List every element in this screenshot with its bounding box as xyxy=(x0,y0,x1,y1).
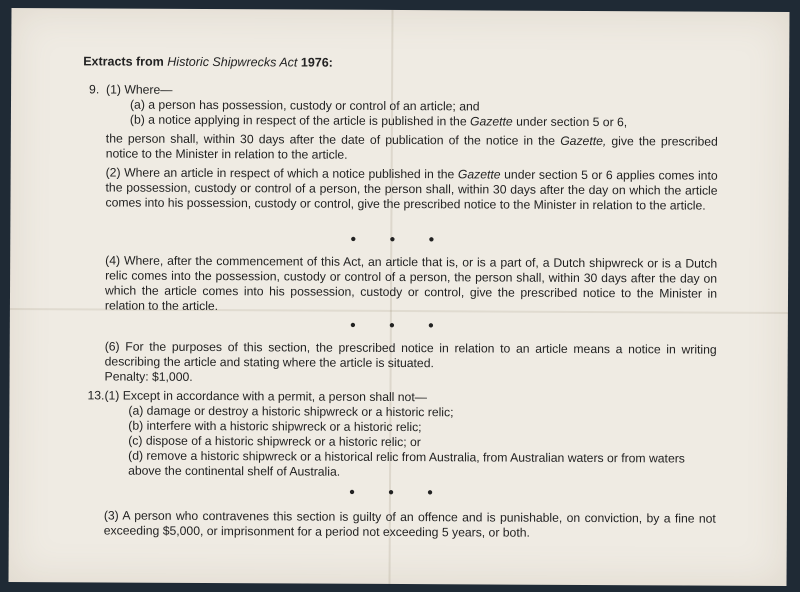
section-13-1-c: (c) dispose of a historic shipwreck or a historic relic; or xyxy=(128,433,421,450)
section-9-penalty: Penalty: $1,000. xyxy=(104,369,193,384)
section-9-number: 9. xyxy=(89,82,100,97)
section-9-1-a: (a) a person has possession, custody or control of an article; and xyxy=(129,97,480,114)
s9c-pre: the person shall, within 30 days after the date of publication of the notice in the xyxy=(105,131,561,148)
section-13-3: (3) A person who contravenes this section is guilty of an offence and is punishable, on conviction, by a fine not exceeding $5,000, or imprisonment for a period not exceeding 5 years, or both. xyxy=(103,508,716,540)
separator-dots: ●●● xyxy=(348,486,467,499)
section-9-1-heading: (1) Where— xyxy=(106,82,173,97)
s9p2-post: under section 5 or 6 applies comes into the possession, custody or control of a person, the person shall, within 30 days after the day on which the article comes into his possession, custody or control, give the prescribed notice to the Minister in relation to the article. xyxy=(105,167,718,213)
section-13-1-heading: (1) Except in accordance with a permit, a person shall not— xyxy=(104,388,427,405)
s9c-gazette: Gazette, xyxy=(560,133,607,149)
title-year: 1976: xyxy=(297,55,333,70)
separator-dots: ●●● xyxy=(350,233,468,246)
section-13-1-a: (a) damage or destroy a historic shipwreck or a historic relic; xyxy=(128,403,454,420)
section-13-1-b: (b) interfere with a historic shipwreck or a historic relic; xyxy=(128,418,422,435)
section-9-4: (4) Where, after the commencement of this Act, an article that is, or is a part of, a Dutch shipwreck or is a Dutch relic comes into the possession, custody or control of a person, the person shall, within 30 days after the day on which the article comes into his possession, custody or control, give the prescribed notice to the Minister in relation to the article. xyxy=(104,253,718,314)
section-9-2 xyxy=(105,165,717,213)
title-act-name: Historic Shipwrecks Act xyxy=(167,54,298,70)
section-9-6: (6) For the purposes of this section, the prescribed notice in relation to an article means a notice in writing describing the article and stating where the article is situated. xyxy=(104,339,717,371)
s9p2-gazette: Gazette xyxy=(457,167,501,182)
s9b-post: under section 5 or 6, xyxy=(512,114,628,130)
section-9-1-continuation xyxy=(106,131,718,164)
document-text xyxy=(9,8,790,586)
section-9-1-b xyxy=(130,113,720,131)
title-prefix: Extracts from xyxy=(83,54,168,69)
section-13-1-d: (d) remove a historic shipwreck or a historical relic from Australia, from Australian waters or from waters above the continental shelf of Australia. xyxy=(128,448,685,479)
s9c-post: give the prescribed notice to the Minister in relation to the article. xyxy=(105,134,718,162)
document-title xyxy=(83,54,333,70)
s9b-gazette: Gazette xyxy=(469,114,513,129)
s9p2-pre: (2) Where an article in respect of which a notice published in the xyxy=(105,165,458,182)
section-13-number: 13. xyxy=(87,388,105,403)
document-page xyxy=(9,8,790,586)
s9b-pre: (b) a notice applying in respect of the article is published in the xyxy=(129,112,471,129)
separator-dots: ●●● xyxy=(349,319,468,332)
